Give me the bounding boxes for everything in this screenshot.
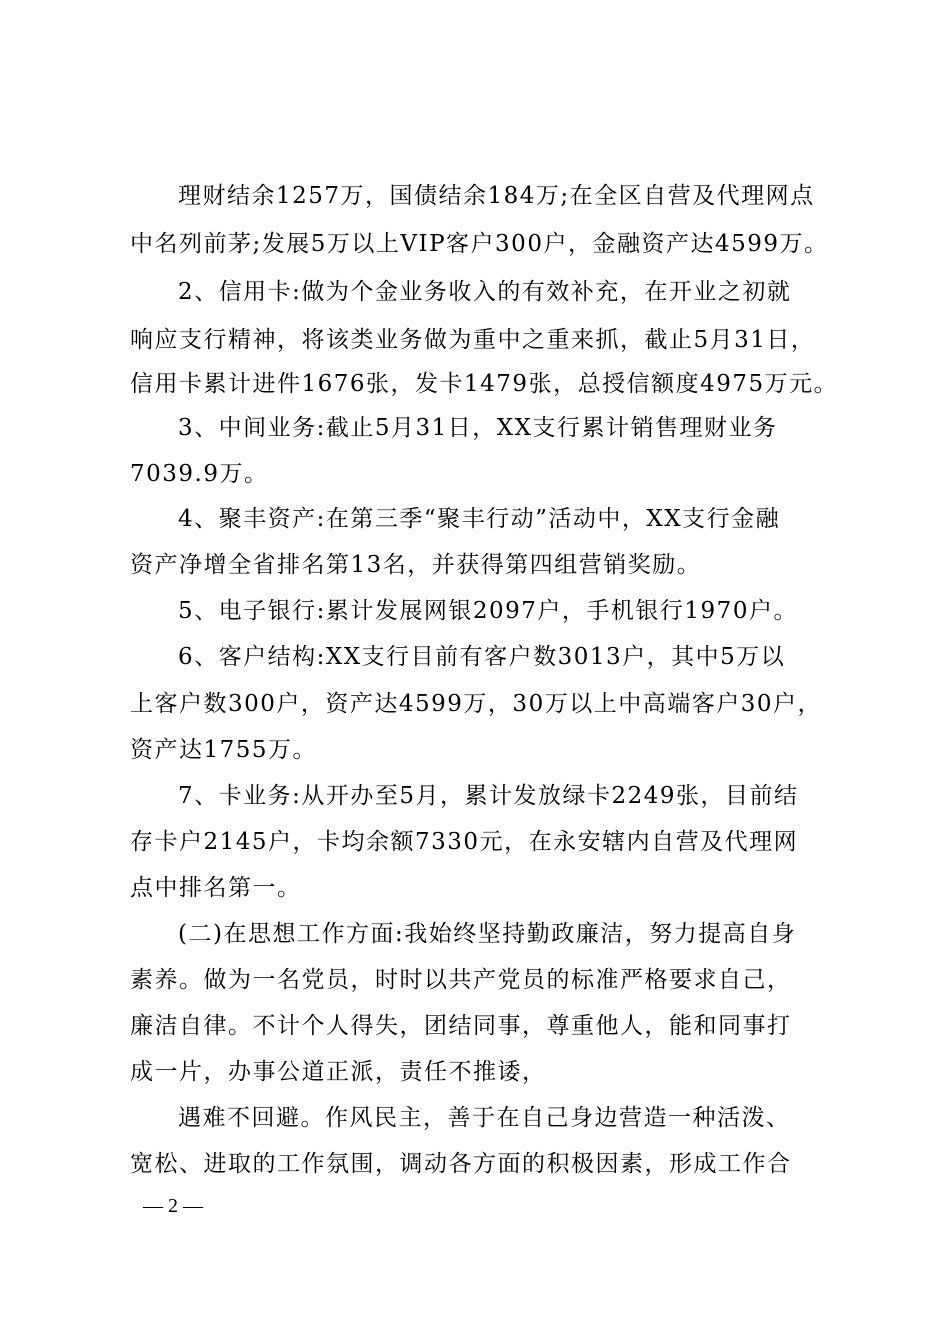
body-text-line: 信用卡累计进件1676张，发卡1479张，总授信额度4975万元。 (130, 371, 839, 397)
body-text-line: 素养。做为一名党员，时时以共产党员的标准严格要求自己， (130, 967, 792, 993)
body-text-line: 2、信用卡:做为个金业务收入的有效补充，在开业之初就 (178, 279, 792, 305)
body-text-line: 上客户数300户，资产达4599万，30万以上中高端客户30户， (130, 691, 822, 717)
body-text-line: 资产达1755万。 (130, 737, 318, 763)
body-text-line: 中名列前茅;发展5万以上VIP客户300户，金融资产达4599万。 (130, 231, 829, 257)
body-text-line: 存卡户2145户，卡均余额7330元，在永安辖内自营及代理网 (130, 829, 799, 855)
body-text-line: 理财结余1257万，国债结余184万;在全区自营及代理网点 (178, 183, 815, 209)
body-text-line: 廉洁自律。不计个人得失，团结同事，尊重他人，能和同事打 (130, 1013, 792, 1039)
body-text-line: 6、客户结构:XX支行目前有客户数3013户，其中5万以 (178, 644, 786, 670)
body-text-line: 7、卡业务:从开办至5月，累计发放绿卡2249张，目前结 (178, 783, 799, 809)
body-text-line: (二)在思想工作方面:我始终坚持勤政廉洁，努力提高自身 (178, 921, 797, 947)
body-text-line: 遇难不回避。作风民主，善于在自己身边营造一种活泼、 (178, 1105, 791, 1131)
body-text-line: 宽松、进取的工作氛围，调动各方面的积极因素，形成工作合 (130, 1151, 792, 1177)
body-text-line: 7039.9万。 (130, 461, 269, 487)
page-number: — 2 — (143, 1195, 203, 1217)
body-text-line: 3、中间业务:截止5月31日，XX支行累计销售理财业务 (178, 415, 778, 441)
body-text-line: 点中排名第一。 (130, 875, 302, 901)
body-text-line: 5、电子银行:累计发展网银2097户，手机银行1970户。 (178, 598, 798, 624)
body-text-line: 响应支行精神，将该类业务做为重中之重来抓，截止5月31日， (130, 327, 816, 353)
body-text-line: 4、聚丰资产:在第三季“聚丰行动”活动中，XX支行金融 (178, 506, 781, 532)
body-text-line: 成一片，办事公道正派，责任不推诿， (130, 1059, 547, 1085)
body-text-line: 资产净增全省排名第13名，并获得第四组营销奖励。 (130, 552, 702, 578)
